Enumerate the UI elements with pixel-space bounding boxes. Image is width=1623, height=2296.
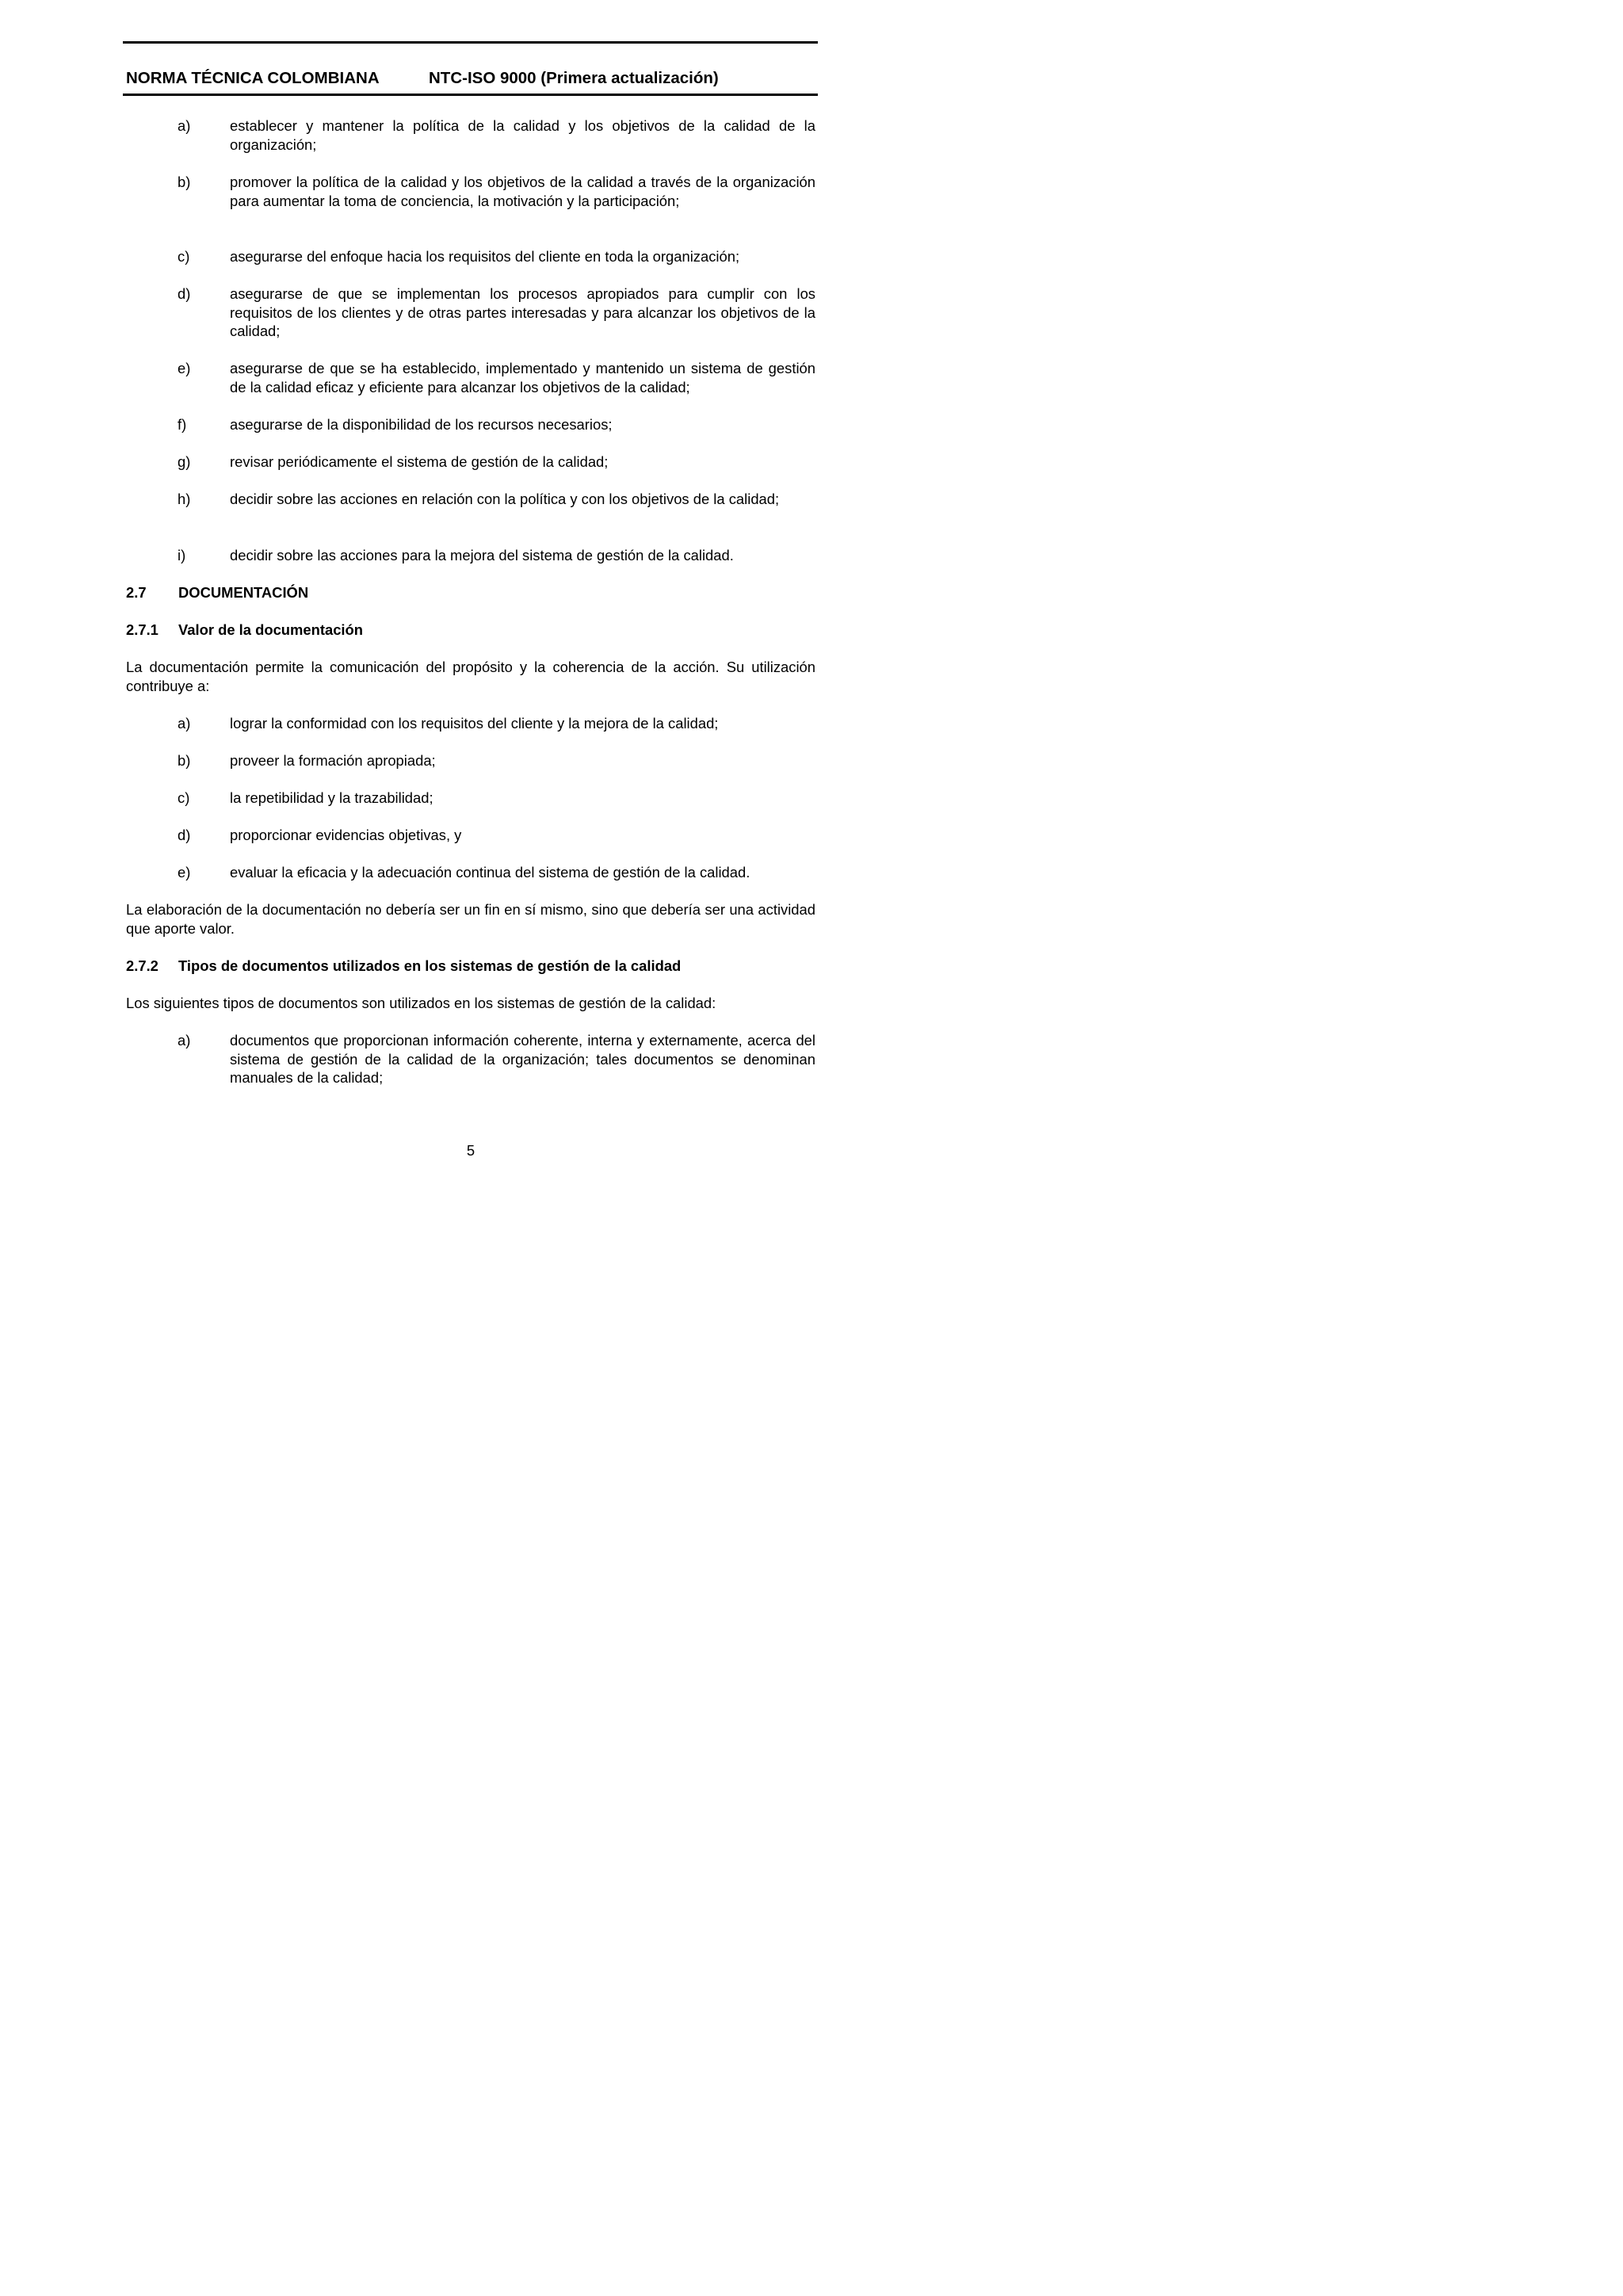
- list-item-text: proveer la formación apropiada;: [230, 752, 436, 769]
- list-item: [178, 490, 815, 509]
- list-item: [178, 453, 815, 472]
- list-item: [178, 1031, 815, 1087]
- list-item-text: decidir sobre las acciones en relación con la política y con los objetivos de la calidad;: [230, 491, 780, 507]
- list-item-label: c): [178, 789, 190, 806]
- list-item-text: revisar periódicamente el sistema de gestión de la calidad;: [230, 453, 609, 470]
- header-top-rule: [123, 41, 818, 44]
- list-item-text: evaluar la eficacia y la adecuación continua del sistema de gestión de la calidad.: [230, 864, 750, 881]
- list-item-label: a): [178, 117, 191, 134]
- list-item-text: asegurarse de la disponibilidad de los recursos necesarios;: [230, 416, 613, 433]
- list-item-label: h): [178, 491, 191, 507]
- section-paragraph: La elaboración de la documentación no debería ser un fin en sí mismo, sino que debería ser una actividad que aporte valor.: [126, 901, 815, 937]
- list-item-text: asegurarse del enfoque hacia los requisitos del cliente en toda la organización;: [230, 248, 740, 265]
- list-item: [178, 789, 815, 808]
- list-item-text: documentos que proporcionan información coherente, interna y externamente, acerca del sistema de gestión de la calidad de la organización; tales documentos se denominan manuales de la calidad;: [230, 1032, 815, 1086]
- list-item: [178, 173, 815, 210]
- list-item-text: la repetibilidad y la trazabilidad;: [230, 789, 433, 806]
- section-paragraph: La documentación permite la comunicación del propósito y la coherencia de la acción. Su utilización contribuye a:: [126, 659, 815, 694]
- page-number: 5: [466, 1142, 475, 1159]
- header-standard-name: NORMA TÉCNICA COLOMBIANA: [126, 69, 380, 87]
- list-item-label: b): [178, 174, 191, 190]
- list-item-text: promover la política de la calidad y los objetivos de la calidad a través de la organización para aumentar la toma de conciencia, la motivación y la participación;: [230, 174, 815, 209]
- list-item-label: i): [178, 547, 186, 563]
- section-number: 2.7.1: [126, 621, 158, 638]
- list-item-label: g): [178, 453, 191, 470]
- list-item-label: a): [178, 1032, 191, 1049]
- section-heading-2-7-1: [126, 621, 363, 640]
- list-item-text: asegurarse de que se ha establecido, implementado y mantenido un sistema de gestión de la calidad eficaz y eficiente para alcanzar los objetivos de la calidad;: [230, 360, 815, 395]
- section-title: Valor de la documentación: [178, 621, 364, 638]
- section-title: DOCUMENTACIÓN: [178, 584, 309, 601]
- list-item: [178, 359, 815, 396]
- list-item-label: a): [178, 715, 191, 732]
- section-paragraph: Los siguientes tipos de documentos son utilizados en los sistemas de gestión de la calidad:: [126, 995, 716, 1011]
- section-heading-2-7-2: [126, 957, 681, 976]
- section-heading-2-7: [126, 583, 308, 602]
- list-item-text: proporcionar evidencias objetivas, y: [230, 827, 462, 843]
- list-item-label: e): [178, 864, 191, 881]
- list-item-label: f): [178, 416, 187, 433]
- list-item: [178, 826, 815, 845]
- page-header: [126, 69, 719, 88]
- list-item: [178, 546, 815, 565]
- list-item-text: lograr la conformidad con los requisitos del cliente y la mejora de la calidad;: [230, 715, 719, 732]
- list-item: [178, 247, 815, 266]
- list-item-label: e): [178, 360, 191, 376]
- list-item-label: b): [178, 752, 191, 769]
- list-item-label: d): [178, 827, 191, 843]
- document-page: [0, 0, 872, 1231]
- section-number: 2.7: [126, 584, 147, 601]
- list-item-text: asegurarse de que se implementan los procesos apropiados para cumplir con los requisitos de los clientes y de otras partes interesadas y para alcanzar los objetivos de la calidad;: [230, 285, 815, 339]
- list-item-label: c): [178, 248, 190, 265]
- list-item: [178, 751, 815, 770]
- list-item-text: decidir sobre las acciones para la mejora del sistema de gestión de la calidad.: [230, 547, 734, 563]
- header-bottom-rule: [123, 94, 818, 96]
- header-standard-code: NTC-ISO 9000 (Primera actualización): [429, 69, 719, 87]
- list-item: [178, 117, 815, 154]
- section-title: Tipos de documentos utilizados en los sistemas de gestión de la calidad: [178, 957, 682, 974]
- list-item: [178, 415, 815, 434]
- list-item: [178, 714, 815, 733]
- list-item: [178, 285, 815, 341]
- section-number: 2.7.2: [126, 957, 158, 974]
- list-item-label: d): [178, 285, 191, 302]
- list-item-text: establecer y mantener la política de la calidad y los objetivos de la calidad de la organización;: [230, 117, 815, 153]
- list-item: [178, 863, 815, 882]
